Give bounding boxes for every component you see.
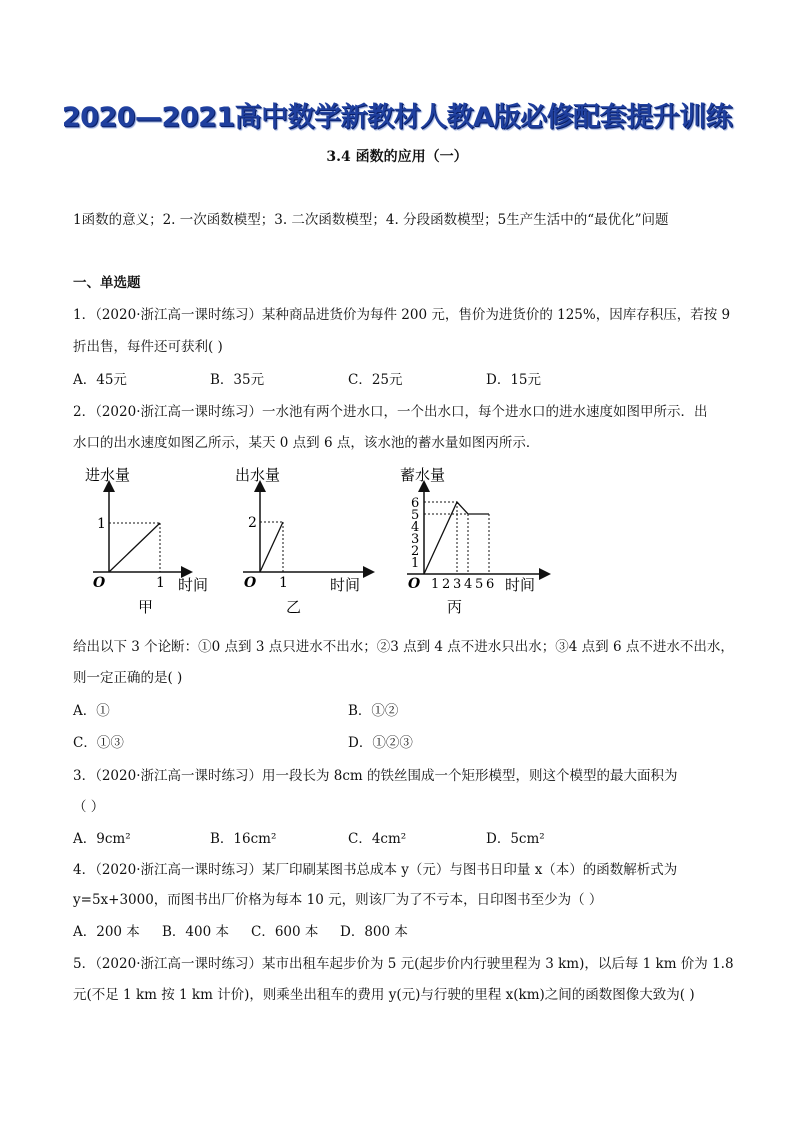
question-2-line-3: 给出以下 3 个论断：①0 点到 3 点只进水不出水；②3 点到 4 点不进水只出水；③4 点到 6 点不进水不出水， <box>73 639 734 655</box>
question-2-line-1: 2．（2020·浙江高一课时练习）一水池有两个进水口，一个出水口，每个进水口的进水速度如图甲所示．出 <box>73 404 708 420</box>
yi-ytick: 2 <box>248 515 257 531</box>
q2-option-c[interactable]: C．①③ <box>73 735 124 751</box>
bing-ytick-2: 2 <box>411 544 420 559</box>
yi-origin: O <box>244 575 257 591</box>
bing-ytick-4: 4 <box>411 520 420 535</box>
q2-option-b[interactable]: B．①② <box>348 703 399 719</box>
q1-option-b[interactable]: B．35元 <box>210 372 265 388</box>
bing-caption: 丙 <box>447 598 463 616</box>
figure-yi <box>235 466 369 616</box>
bing-xtick-1: 1 <box>431 577 440 592</box>
question-5-line-1: 5．（2020·浙江高一课时练习）某市出租车起步价为 5 元(起步价内行驶里程为 3 km)，以后每 1 km 价为 1.8 <box>73 956 734 972</box>
bing-ytick-5: 5 <box>411 508 420 523</box>
jia-xtick: 1 <box>156 575 165 591</box>
q2-option-d[interactable]: D．①②③ <box>348 735 413 751</box>
banner-title: 2020—2021高中数学新教材人教A版必修配套提升训练 <box>61 102 733 133</box>
question-5-line-2: 元(不足 1 km 按 1 km 计价)，则乘坐出租车的费用 y(元)与行驶的里程 x(km)之间的函数图像大致为( ) <box>73 987 695 1003</box>
bing-xtick-2: 2 <box>442 577 451 592</box>
q3-option-d[interactable]: D．5cm² <box>486 831 545 847</box>
question-3-line-1: 3．（2020·浙江高一课时练习）用一段长为 8cm 的铁丝围成一个矩形模型，则这个模型的最大面积为 <box>73 768 678 784</box>
question-4-line-2: y=5x+3000，而图书出厂价格为每本 10 元，则该厂为了不亏本，日印图书至少为（ ） <box>73 892 603 908</box>
q4-option-c[interactable]: C．600 本 <box>251 924 319 940</box>
figure-bing <box>400 466 545 616</box>
jia-xlabel: 时间 <box>178 576 209 594</box>
q3-option-a[interactable]: A．9cm² <box>73 831 131 847</box>
q4-option-b[interactable]: B．400 本 <box>162 924 229 940</box>
q1-option-d[interactable]: D．15元 <box>486 372 542 388</box>
q4-option-d[interactable]: D．800 本 <box>340 924 408 940</box>
intro-text: 1函数的意义；2. 一次函数模型；3. 二次函数模型；4. 分段函数模型；5生产生活中的“最优化”问题 <box>73 212 669 228</box>
bing-xlabel: 时间 <box>505 576 536 594</box>
water-figures <box>75 462 555 624</box>
yi-ylabel: 出水量 <box>235 466 281 484</box>
question-4-line-1: 4．（2020·浙江高一课时练习）某厂印刷某图书总成本 y（元）与图书日印量 x（本）的函数解析式为 <box>73 862 678 878</box>
yi-caption: 乙 <box>286 598 302 616</box>
q4-option-a[interactable]: A．200 本 <box>73 924 140 940</box>
question-1-line-1: 1．（2020·浙江高一课时练习）某种商品进货价为每件 200 元，售价为进货价的 125%，因库存积压，若按 9 <box>73 307 731 323</box>
yi-xlabel: 时间 <box>330 576 361 594</box>
jia-caption: 甲 <box>138 598 154 616</box>
question-1-line-2: 折出售，每件还可获利( ) <box>73 339 223 355</box>
q3-option-b[interactable]: B．16cm² <box>210 831 277 847</box>
jia-origin: O <box>93 575 106 591</box>
bing-xtick-3: 3 <box>453 577 462 592</box>
q2-option-a[interactable]: A．① <box>73 703 110 719</box>
yi-line <box>260 522 283 572</box>
q1-option-a[interactable]: A．45元 <box>73 372 127 388</box>
bing-ytick-6: 6 <box>411 496 420 511</box>
yi-xtick: 1 <box>279 575 288 591</box>
jia-ylabel: 进水量 <box>85 466 131 484</box>
bing-xtick-6: 6 <box>486 577 495 592</box>
bing-ytick-3: 3 <box>411 532 420 547</box>
question-3-line-2: （ ） <box>73 799 105 815</box>
q3-option-c[interactable]: C．4cm² <box>348 831 407 847</box>
jia-ytick: 1 <box>97 516 106 532</box>
bing-xtick-5: 5 <box>475 577 484 592</box>
section-subtitle: 3.4 函数的应用（一） <box>326 149 468 165</box>
section-title: 一、单选题 <box>73 275 141 291</box>
bing-origin: O <box>408 576 421 592</box>
question-2-line-2: 水口的出水速度如图乙所示，某天 0 点到 6 点，该水池的蓄水量如图丙所示． <box>73 435 540 451</box>
jia-line <box>109 523 160 572</box>
bing-ylabel: 蓄水量 <box>400 466 446 484</box>
bing-xtick-4: 4 <box>464 577 473 592</box>
q1-option-c[interactable]: C．25元 <box>348 372 403 388</box>
figure-jia <box>85 466 208 616</box>
bing-ytick-1: 1 <box>411 556 420 571</box>
question-2-line-4: 则一定正确的是( ) <box>73 670 183 686</box>
